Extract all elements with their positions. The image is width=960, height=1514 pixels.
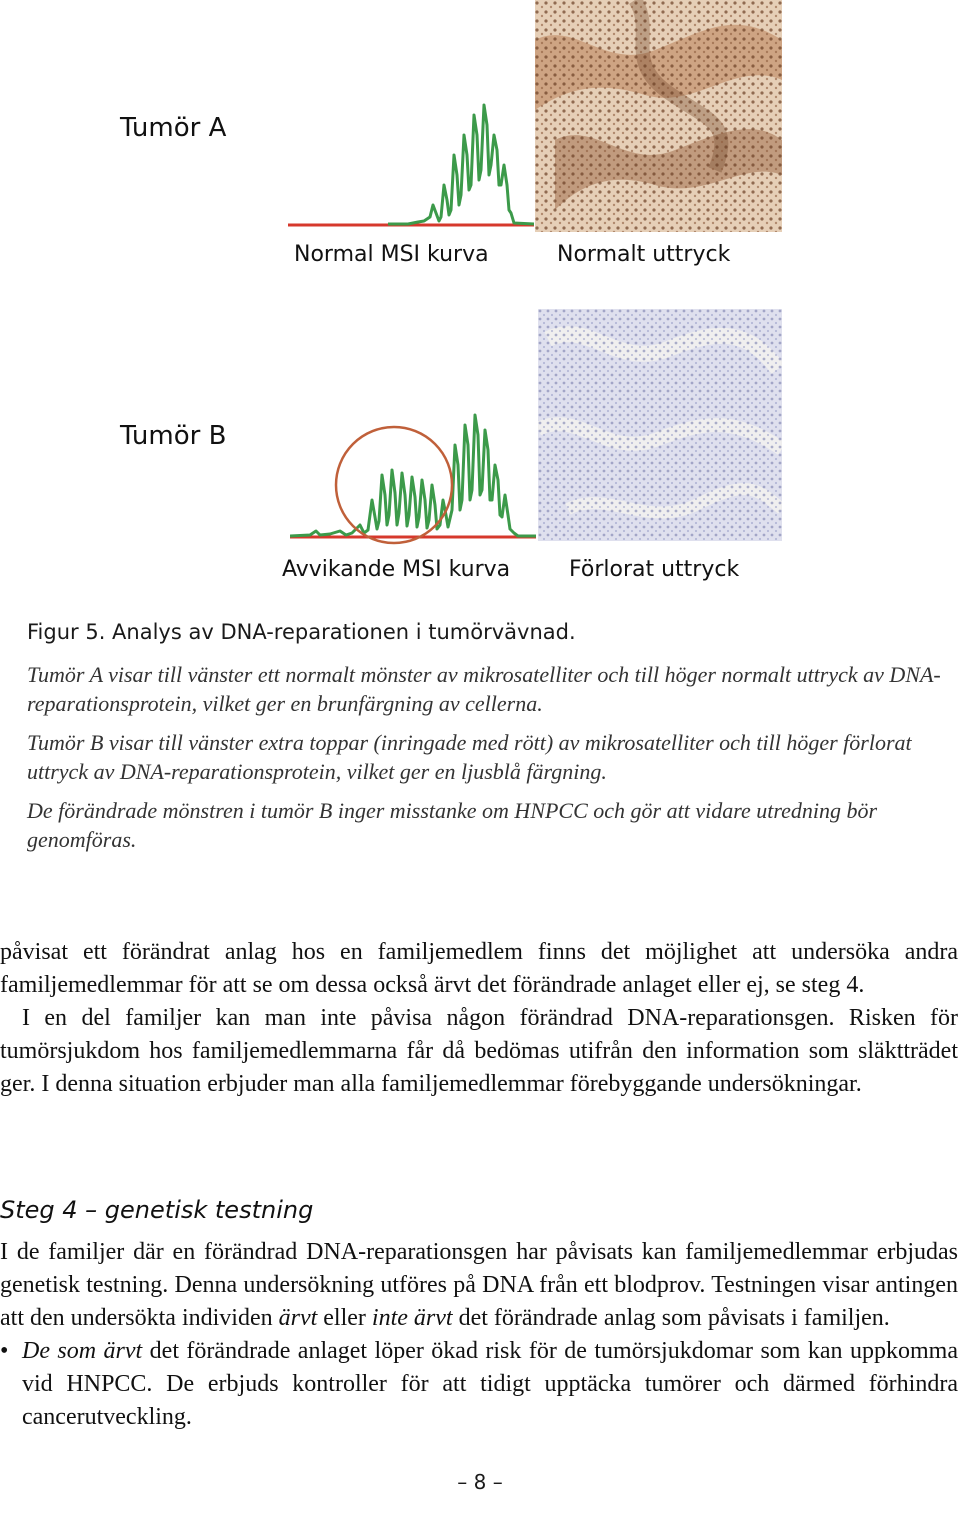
tumor-a-label: Tumör A [120, 113, 227, 143]
bullet-marker: • [0, 1338, 9, 1364]
section-heading: Steg 4 – genetisk testning [0, 1196, 314, 1224]
tumor-b-curve-label: Avvikande MSI kurva [282, 557, 511, 582]
tumor-b-trace [290, 415, 536, 536]
paragraph-3-text-1: I de familjer där en förändrad DNA-reparationsgen har påvisats kan familjemedlemmar erbjudas genetisk testning. Denna undersökning utföres på DNA från ett blodprov. Testningen visar antingen att den undersökta individen [0, 1239, 958, 1331]
bullet-emphasis: De som ärvt [22, 1338, 143, 1364]
bullet-item [0, 1335, 958, 1434]
paragraph-3-emphasis-2: inte ärvt [371, 1305, 453, 1331]
paragraph-3-emphasis-1: ärvt [278, 1305, 318, 1331]
paragraph-2: I en del familjer kan man inte påvisa någon förändrad DNA-reparationsgen. Risken för tumörsjukdom hos familjemedlemmarna får då bedömas utifrån den information som släktträdet ger. I denna situation erbjuder man alla familjemedlemmar förebyggande undersökningar. [0, 1005, 958, 1097]
body-section [0, 936, 958, 1101]
tumor-b-stain-label: Förlorat uttryck [569, 557, 740, 582]
figure-title: Figur 5. Analys av DNA-reparationen i tumörvävnad. [27, 620, 576, 644]
tumor-b-tissue-image [538, 309, 782, 541]
tumor-b-msi-curve [290, 405, 538, 545]
paragraph-3-text-2: eller [317, 1305, 372, 1331]
tumor-a-trace [388, 105, 534, 224]
figure-caption [27, 660, 942, 854]
bullet-text [22, 1335, 958, 1434]
tumor-a-stain-label: Normalt uttryck [557, 242, 731, 267]
paragraph-3-text-3: det förändrade anlag som påvisats i familjen. [452, 1305, 890, 1331]
page-number: – 8 – [457, 1470, 503, 1494]
step-4-section [0, 1236, 958, 1434]
caption-tumor-a: Tumör A visar till vänster ett normalt mönster av mikrosatelliter och till höger normalt uttryck av DNA-reparationsprotein, vilket ger en brunfärgning av cellerna. [27, 662, 941, 716]
bullet-body: det förändrade anlaget löper ökad risk för de tumörsjukdomar som kan uppkomma vid HNPCC. De erbjuds kontroller för att tidigt upptäcka tumörer och därmed förhindra cancerutveckling. [22, 1338, 958, 1430]
caption-conclusion: De förändrade mönstren i tumör B inger misstanke om HNPCC och gör att vidare utredning bör genomföras. [27, 798, 878, 852]
caption-tumor-b: Tumör B visar till vänster extra toppar (inringade med rött) av mikrosatelliter och till höger förlorat uttryck av DNA-reparationsprotein, vilket ger en ljusblå färgning. [27, 730, 912, 784]
tumor-a-msi-curve [288, 95, 536, 235]
tumor-b-label: Tumör B [120, 421, 227, 451]
tumor-a-tissue-image [535, 0, 782, 232]
tumor-a-curve-label: Normal MSI kurva [294, 242, 489, 267]
paragraph-3 [0, 1236, 958, 1335]
paragraph-1: påvisat ett förändrat anlag hos en familjemedlem finns det möjlighet att undersöka andra familjemedlemmar för att se om dessa också ärvt det förändrade anlaget eller ej, se steg 4. [0, 939, 958, 998]
